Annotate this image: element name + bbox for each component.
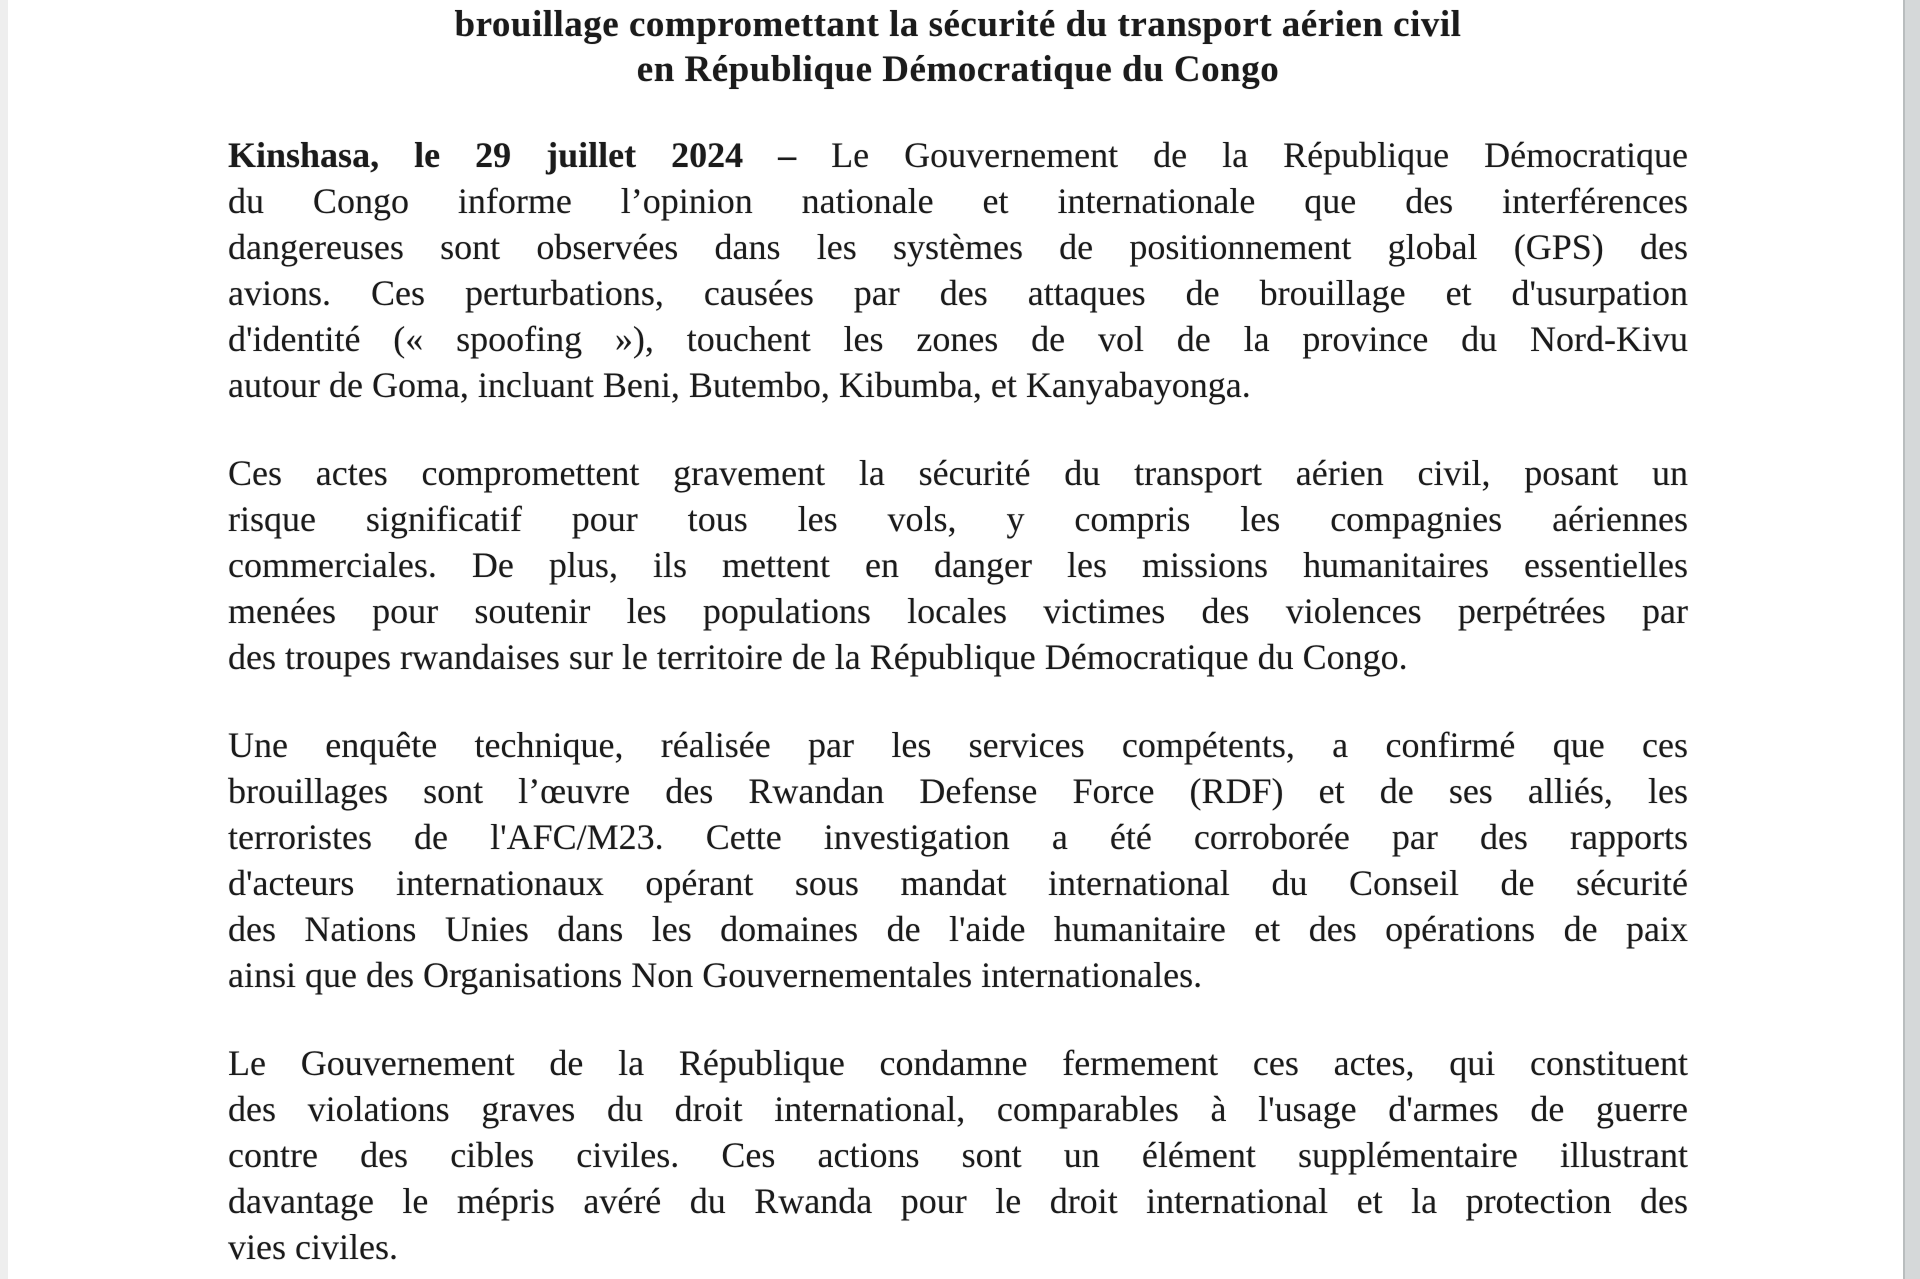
text-line: des troupes rwandaises sur le territoire de la République Démocratique du Congo. [228,637,1408,677]
press-release-body [228,2,1688,1279]
paragraph [228,1040,1688,1270]
text-line: Une enquête technique, réalisée par les services compétents, a confirmé que ces [228,725,1688,765]
text-line: d'identité (« spoofing »), touchent les zones de vol de la province du Nord-Kivu [228,319,1688,359]
text-line: menées pour soutenir les populations locales victimes des violences perpétrées par [228,591,1688,631]
text-line: vies civiles. [228,1227,398,1267]
dateline-bold: Kinshasa, le 29 juillet 2024 – [228,135,797,175]
text-line: Ces actes compromettent gravement la sécurité du transport aérien civil, posant un [228,453,1688,493]
text-line: dangereuses sont observées dans les systèmes de positionnement global (GPS) des [228,227,1688,267]
text-line: ainsi que des Organisations Non Gouvernementales internationales. [228,955,1203,995]
scan-edge-right [1903,0,1920,1279]
paragraph [228,722,1688,998]
text-line: Kinshasa, le 29 juillet 2024 – Le Gouvernement de la République Démocratique [228,135,1689,175]
title-line: en République Démocratique du Congo [636,49,1280,90]
text-line: davantage le mépris avéré du Rwanda pour le droit international et la protection des [228,1181,1688,1221]
text-line: d'acteurs internationaux opérant sous mandat international du Conseil de sécurité [228,863,1688,903]
text-line: avions. Ces perturbations, causées par des attaques de brouillage et d'usurpation [228,273,1688,313]
text-line: des violations graves du droit international, comparables à l'usage d'armes de guerre [228,1089,1688,1129]
text-line: commerciales. De plus, ils mettent en danger les missions humanitaires essentielles [228,545,1688,585]
text-line: contre des cibles civiles. Ces actions sont un élément supplémentaire illustrant [228,1135,1688,1175]
text-line: Le Gouvernement de la République condamne fermement ces actes, qui constituent [228,1043,1688,1083]
paragraph [228,132,1688,408]
scan-edge-left [0,0,8,1279]
text-line: risque significatif pour tous les vols, y compris les compagnies aériennes [228,499,1688,539]
text-line: terroristes de l'AFC/M23. Cette investigation a été corroborée par des rapports [228,817,1688,857]
document-title [228,2,1688,92]
text-line: brouillages sont l’œuvre des Rwandan Defense Force (RDF) et de ses alliés, les [228,771,1688,811]
text-line: des Nations Unies dans les domaines de l'aide humanitaire et des opérations de paix [228,909,1688,949]
text-line: autour de Goma, incluant Beni, Butembo, Kibumba, et Kanyabayonga. [228,365,1251,405]
paragraphs-container [228,132,1688,1270]
title-line: brouillage compromettant la sécurité du transport aérien civil [454,4,1462,45]
text-line: du Congo informe l’opinion nationale et internationale que des interférences [228,181,1688,221]
paragraph [228,450,1688,680]
